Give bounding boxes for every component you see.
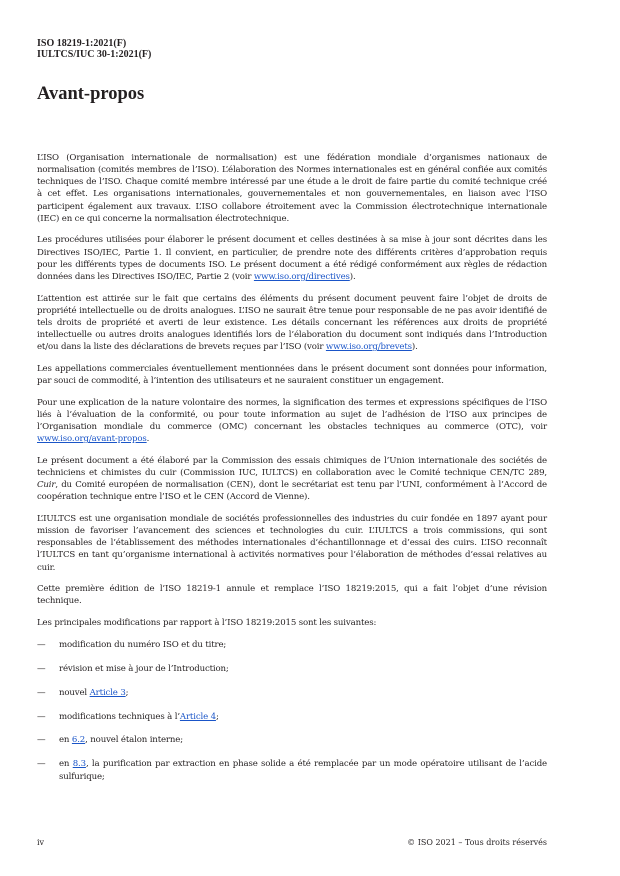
text: ). xyxy=(411,342,418,353)
text: ). xyxy=(349,271,356,282)
text: Les procédures utilisées pour élaborer le présent document et celles destinées à sa mise à jour sont décrites dans les Directives ISO/IEC, Partie 1. Il convient, en particulier, de prendre note des différents critères d’approbation requis pour les différents types de documents ISO. Le présent document a été rédigé conformément aux règles de rédaction données dans les Directives ISO/IEC, Partie 2 (voir xyxy=(37,235,547,282)
paragraph xyxy=(37,397,547,446)
standard-number: ISO 18219-1:2021(F) xyxy=(37,38,127,49)
list-text: modification du numéro ISO et du titre; xyxy=(59,639,227,650)
list-text xyxy=(59,711,547,723)
document-header xyxy=(37,38,151,60)
avant-propos-link[interactable]: www.iso.org/avant-propos xyxy=(37,434,147,445)
italic-text: Cuir xyxy=(37,480,56,491)
iultcs-number: IULTCS/IUC 30-1:2021(F) xyxy=(37,49,152,60)
list-item xyxy=(37,687,547,699)
text: , nouvel étalon interne; xyxy=(85,735,183,746)
text: en xyxy=(59,759,73,770)
list-item xyxy=(37,758,547,782)
list-text: révision et mise à jour de l’Introduction; xyxy=(59,663,229,674)
paragraph: L’IULTCS est une organisation mondiale de sociétés professionnelles des industries du cuir fondée en 1897 ayant pour mission de favoriser l’avancement des sciences et technologies du cuir. L’IULTCS a trois commissions, qui sont responsables de l’établissement des méthodes internationales d’échantillonnage et d’essai des cuirs. L’ISO reconnaît l’IULTCS en tant qu’organisme international à activités normatives pour l’élaboration de méthodes d’essai relatives au cuir. xyxy=(37,513,547,573)
paragraph: L’ISO (Organisation internationale de normalisation) est une fédération mondiale d’organismes nationaux de normalisation (comités membres de l’ISO). L’élaboration des Normes internationales est en général confiée aux comités techniques de l’ISO. Chaque comité membre intéressé par une étude a le droit de faire partie du comité technique créé à cet effet. Les organisations internationales, gouvernementales et non gouvernementales, en liaison avec l’ISO participent également aux travaux. L’ISO collabore étroitement avec la Commission électrotechnique internationale (IEC) en ce qui concerne la normalisation électrotechnique. xyxy=(37,153,547,224)
list-text xyxy=(59,758,547,782)
paragraph xyxy=(37,234,547,283)
list-text xyxy=(59,687,547,699)
page-footer xyxy=(37,838,547,847)
list-item xyxy=(37,639,547,651)
dash: — xyxy=(37,711,46,722)
text: Pour une explication de la nature volontaire des normes, la signification des termes et expressions spécifiques de l’ISO liés à l’évaluation de la conformité, ou pour toute information au sujet de l’adhésion de l’ISO aux principes de l’Organisation mondiale du commerce (OMC) concernant les obstacles techniques au commerce (OTC), voir xyxy=(37,397,547,432)
text: en xyxy=(59,735,72,746)
dash: — xyxy=(37,687,46,698)
page-title: Avant-propos xyxy=(37,84,145,104)
page-number: iv xyxy=(37,838,45,847)
text: , du Comité européen de normalisation (CEN), dont le secrétariat est tenu par l’UNI, conformément à l’Accord de coopération technique entre l’ISO et le CEN (Accord de Vienne). xyxy=(37,480,547,503)
text: Le présent document a été élaboré par la Commission des essais chimiques de l’Union internationale des sociétés de techniciens et chimistes du cuir (Commission IUC, IULTCS) en collaboration avec le Comité technique CEN/TC 289, xyxy=(37,455,547,478)
list-item xyxy=(37,663,547,675)
text: ; xyxy=(215,711,219,722)
article-4-link[interactable]: Article 4 xyxy=(179,711,216,722)
text: ; xyxy=(125,687,129,698)
brevets-link[interactable]: www.iso.org/brevets xyxy=(325,342,412,353)
list-item xyxy=(37,734,547,746)
paragraph xyxy=(37,293,547,354)
paragraph xyxy=(37,455,547,504)
dash: — xyxy=(37,735,46,746)
list-item xyxy=(37,711,547,723)
text: . xyxy=(146,434,150,445)
dash: — xyxy=(37,759,46,770)
text: modifications techniques à l’ xyxy=(59,711,180,722)
directives-link[interactable]: www.iso.org/directives xyxy=(253,271,350,282)
dash: — xyxy=(37,663,46,674)
document-body xyxy=(37,152,547,795)
paragraph: Les principales modifications par rapport à l’ISO 18219:2015 sont les suivantes: xyxy=(37,618,377,628)
section-6-2-link[interactable]: 6.2 xyxy=(71,735,86,746)
dash: — xyxy=(37,639,46,650)
list-text xyxy=(59,734,547,746)
text: , la purification par extraction en phase solide a été remplacée par un mode opératoire utilisant de l’acide sulfurique; xyxy=(59,759,547,782)
paragraph: Les appellations commerciales éventuellement mentionnées dans le présent document sont données pour information, par souci de commodité, à l’intention des utilisateurs et ne sauraient constituer un engagement. xyxy=(37,363,547,386)
copyright-notice: © ISO 2021 – Tous droits réservés xyxy=(407,838,547,847)
text: L’attention est attirée sur le fait que certains des éléments du présent document peuvent faire l’objet de droits de propriété intellectuelle ou de droits analogues. L’ISO ne saurait être tenue pour responsable de ne pas avoir identifié de tels droits de propriété et averti de leur existence. Les détails concernant les références aux droits de propriété intellectuelle ou autres droits analogues identifiés lors de l’élaboration du document sont indiqués dans l’Introduction et/ou dans la liste des déclarations de brevets reçues par l’ISO (voir xyxy=(37,293,547,353)
article-3-link[interactable]: Article 3 xyxy=(89,687,126,698)
text: nouvel xyxy=(59,687,90,698)
section-8-3-link[interactable]: 8.3 xyxy=(72,759,86,770)
paragraph: Cette première édition de l’ISO 18219-1 annule et remplace l’ISO 18219:2015, qui a fait l’objet d’une révision technique. xyxy=(37,584,547,607)
